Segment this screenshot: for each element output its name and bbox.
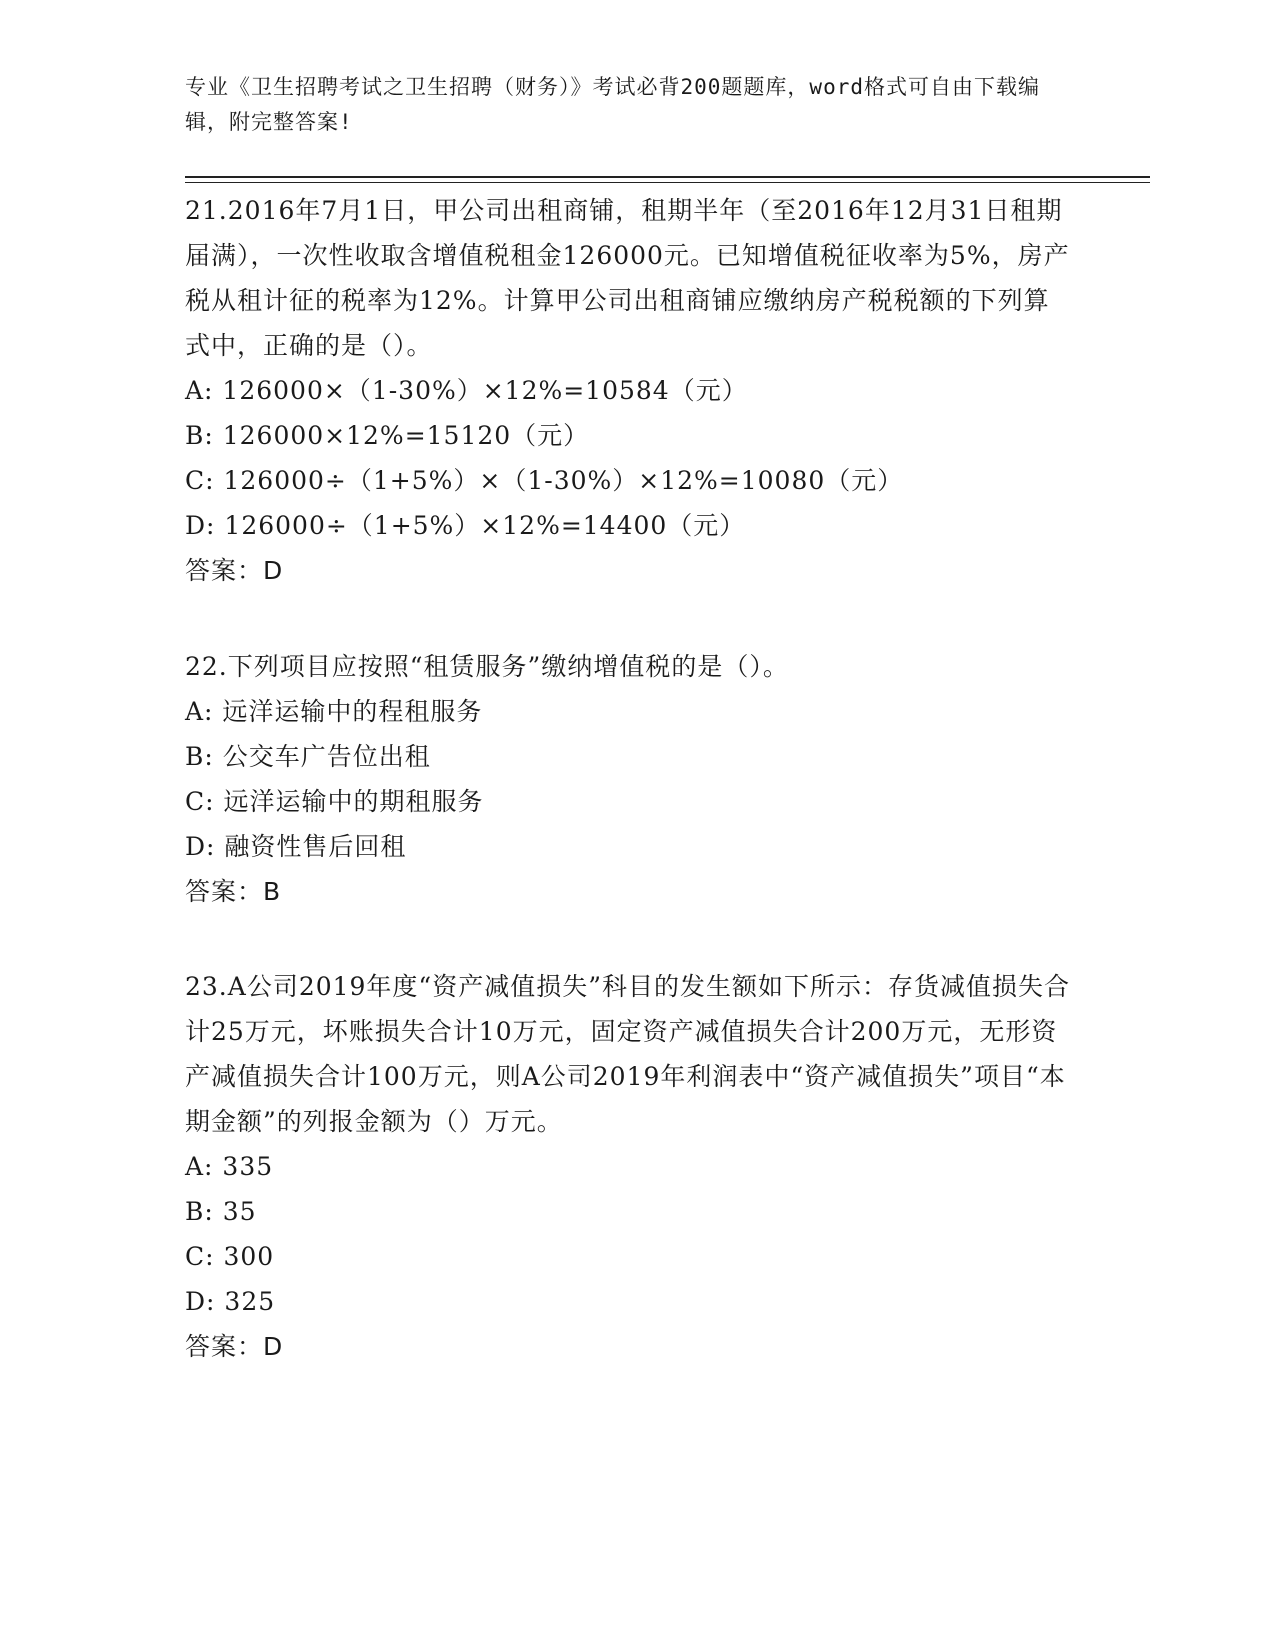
question-22 (185, 644, 1075, 914)
question-23 (185, 964, 1075, 1369)
option-b: B: 126000×12%=15120（元） (185, 421, 590, 450)
question-stem: 21.2016年7月1日，甲公司出租商铺，租期半年（至2016年12月31日租期届满），一次性收取含增值税租金126000元。已知增值税征收率为5%，房产税从租计征的税率为12%。计算甲公司出租商铺应缴纳房产税税额的下列算式中，正确的是（）。 (185, 196, 1070, 360)
option-b: B: 公交车广告位出租 (185, 742, 431, 771)
option-d: D: 325 (185, 1287, 276, 1316)
option-d: D: 融资性售后回租 (185, 832, 407, 861)
answer-key: 答案：D (185, 1332, 284, 1361)
header-divider-thick (185, 176, 1150, 178)
option-c: C: 300 (185, 1242, 275, 1271)
answer-key: 答案：B (185, 877, 282, 906)
question-stem: 22.下列项目应按照“租赁服务”缴纳增值税的是（）。 (185, 652, 789, 681)
question-21 (185, 188, 1075, 593)
option-a: A: 335 (185, 1152, 274, 1181)
header-divider-thin (185, 182, 1150, 183)
question-stem: 23.A公司2019年度“资产减值损失”科目的发生额如下所示：存货减值损失合计25万元，坏账损失合计10万元，固定资产减值损失合计200万元，无形资产减值损失合计100万元，则A公司2019年利润表中“资产减值损失”项目“本期金额”的列报金额为（）万元。 (185, 972, 1070, 1136)
document-intro: 专业《卫生招聘考试之卫生招聘（财务）》考试必背200题题库，word格式可自由下载编辑，附完整答案! (185, 75, 1040, 134)
answer-key: 答案：D (185, 556, 284, 585)
option-a: A: 远洋运输中的程租服务 (185, 697, 483, 726)
option-b: B: 35 (185, 1197, 257, 1226)
option-d: D: 126000÷（1+5%）×12%=14400（元） (185, 511, 746, 540)
option-c: C: 远洋运输中的期租服务 (185, 787, 484, 816)
option-a: A: 126000×（1-30%）×12%=10584（元） (185, 376, 748, 405)
option-c: C: 126000÷（1+5%）×（1-30%）×12%=10080（元） (185, 466, 904, 495)
